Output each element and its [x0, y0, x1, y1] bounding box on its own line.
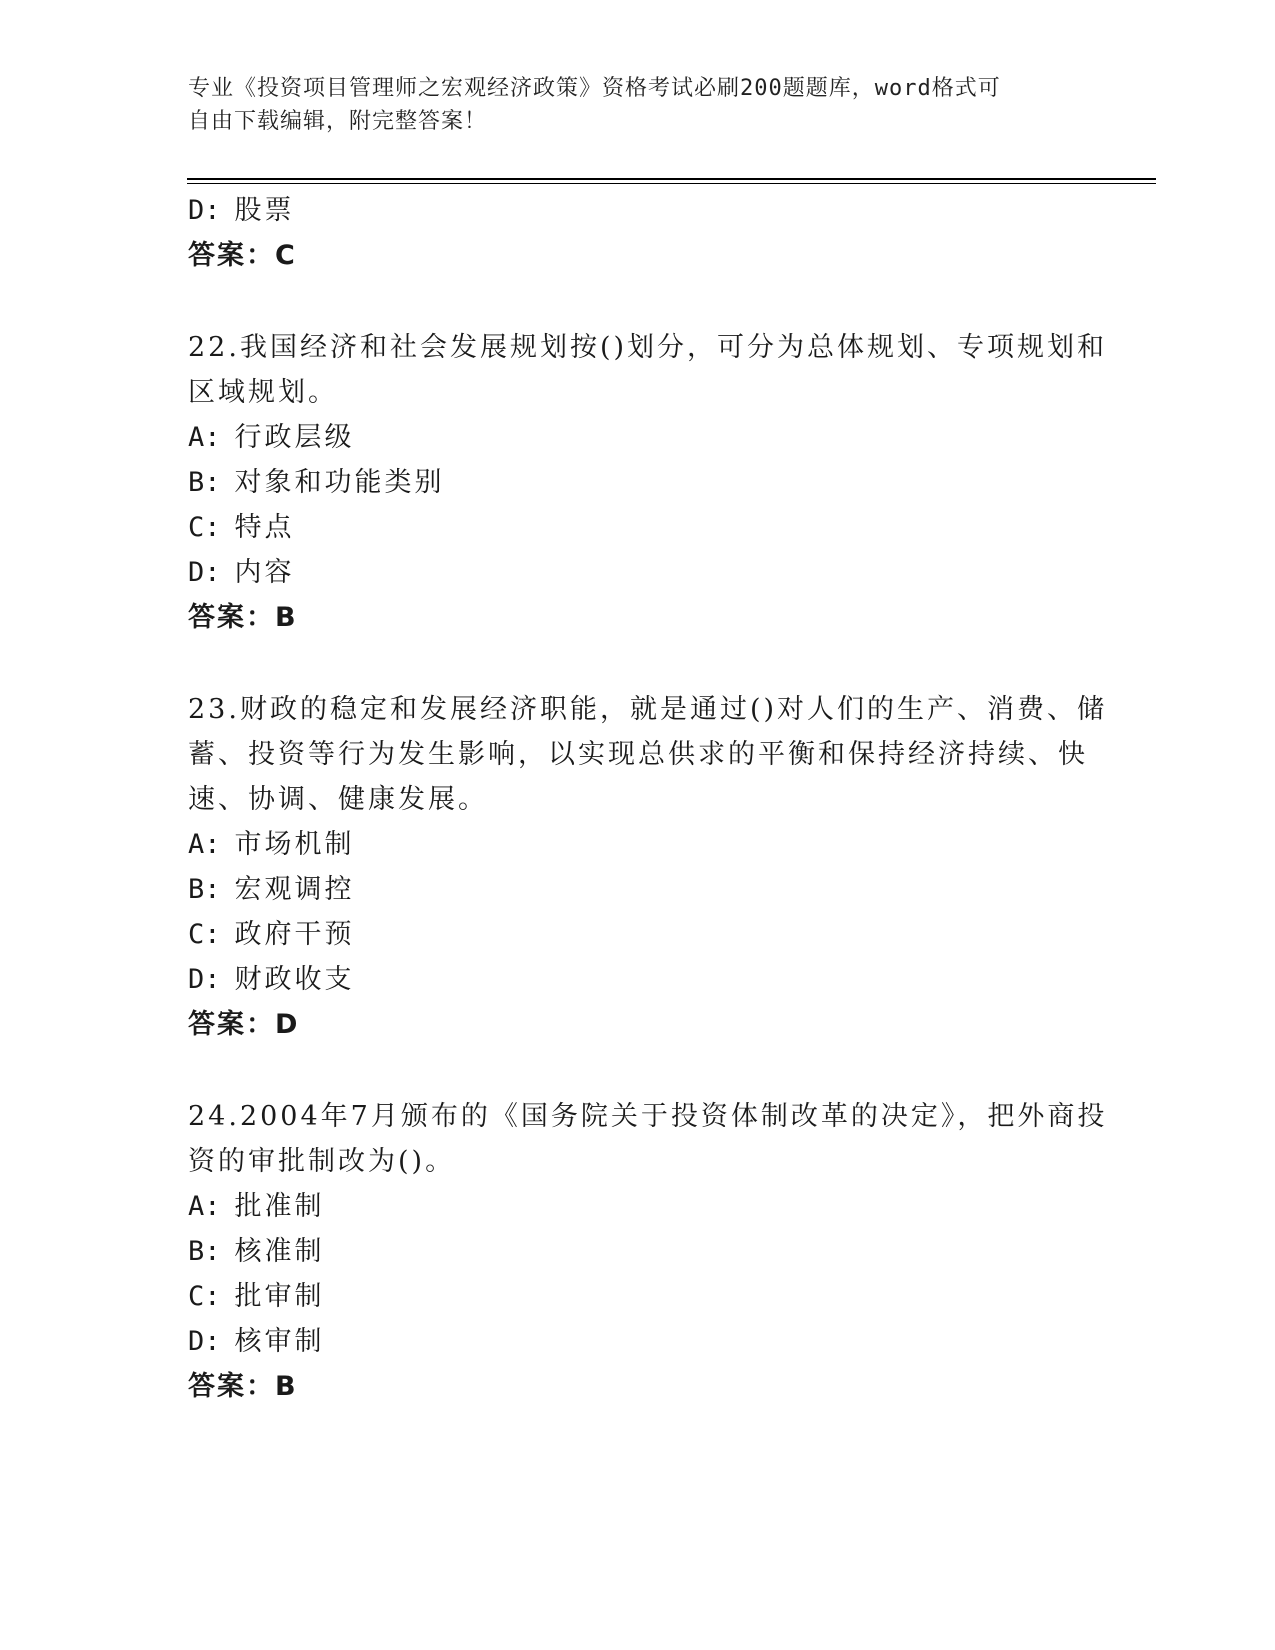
- option-letter: B:: [188, 467, 221, 498]
- header-line-2: 自由下载编辑，附完整答案！: [188, 109, 488, 134]
- option-b: [188, 1229, 1088, 1274]
- answer-line: 答案：B: [188, 602, 298, 633]
- page-header: [188, 72, 1068, 138]
- option-c: [188, 505, 1088, 550]
- option-letter: D:: [188, 195, 221, 226]
- option-d: [188, 188, 1088, 233]
- option-letter: A:: [188, 829, 221, 860]
- option-letter: C:: [188, 919, 221, 950]
- option-a: [188, 822, 1088, 867]
- option-letter: C:: [188, 512, 221, 543]
- answer-line: 答案：C: [188, 240, 297, 271]
- answer-line: 答案：B: [188, 1371, 298, 1402]
- question-24: [188, 1094, 1108, 1410]
- header-divider-thick: [187, 178, 1156, 180]
- option-b: [188, 460, 1088, 505]
- option-b: [188, 867, 1088, 912]
- option-text: 宏观调控: [234, 874, 355, 905]
- option-text: 特点: [234, 512, 295, 543]
- option-letter: B:: [188, 1236, 221, 1267]
- option-a: [188, 415, 1088, 460]
- option-text: 股票: [234, 195, 295, 226]
- option-letter: B:: [188, 874, 221, 905]
- option-text: 核准制: [234, 1236, 325, 1267]
- option-text: 批审制: [234, 1281, 325, 1312]
- question-23: [188, 687, 1108, 1048]
- option-letter: D:: [188, 557, 221, 588]
- option-text: 批准制: [234, 1191, 325, 1222]
- answer-line: 答案：D: [188, 1009, 300, 1040]
- option-letter: D:: [188, 964, 221, 995]
- option-text: 对象和功能类别: [234, 467, 445, 498]
- question-stem-line: 资的审批制改为()。: [188, 1146, 456, 1177]
- option-d: [188, 550, 1088, 595]
- question-22: [188, 325, 1108, 641]
- option-text: 核审制: [234, 1326, 325, 1357]
- option-letter: A:: [188, 422, 221, 453]
- option-text: 政府干预: [234, 919, 355, 950]
- option-text: 行政层级: [234, 422, 355, 453]
- option-d: [188, 957, 1088, 1002]
- option-c: [188, 912, 1088, 957]
- option-letter: A:: [188, 1191, 221, 1222]
- option-letter: D:: [188, 1326, 221, 1357]
- option-c: [188, 1274, 1088, 1319]
- option-letter: C:: [188, 1281, 221, 1312]
- option-d: [188, 1319, 1088, 1364]
- option-a: [188, 1184, 1088, 1229]
- question-stem-line: 蓄、投资等行为发生影响，以实现总供求的平衡和保持经济持续、快: [188, 739, 1088, 770]
- header-line-1: 专业《投资项目管理师之宏观经济政策》资格考试必刷200题题库，word格式可: [188, 76, 1001, 101]
- option-text: 市场机制: [234, 829, 355, 860]
- question-stem-line: 24.2004年7月颁布的《国务院关于投资体制改革的决定》，把外商投: [188, 1101, 1108, 1132]
- header-divider-thin: [187, 183, 1156, 184]
- question-stem-line: 22.我国经济和社会发展规划按()划分，可分为总体规划、专项规划和: [188, 332, 1108, 363]
- question-stem-line: 速、协调、健康发展。: [188, 784, 488, 815]
- option-text: 内容: [234, 557, 295, 588]
- question-stem-line: 23.财政的稳定和发展经济职能，就是通过()对人们的生产、消费、储: [188, 694, 1108, 725]
- question-content: [188, 188, 1108, 1410]
- question-stem-line: 区域规划。: [188, 377, 338, 408]
- option-text: 财政收支: [234, 964, 355, 995]
